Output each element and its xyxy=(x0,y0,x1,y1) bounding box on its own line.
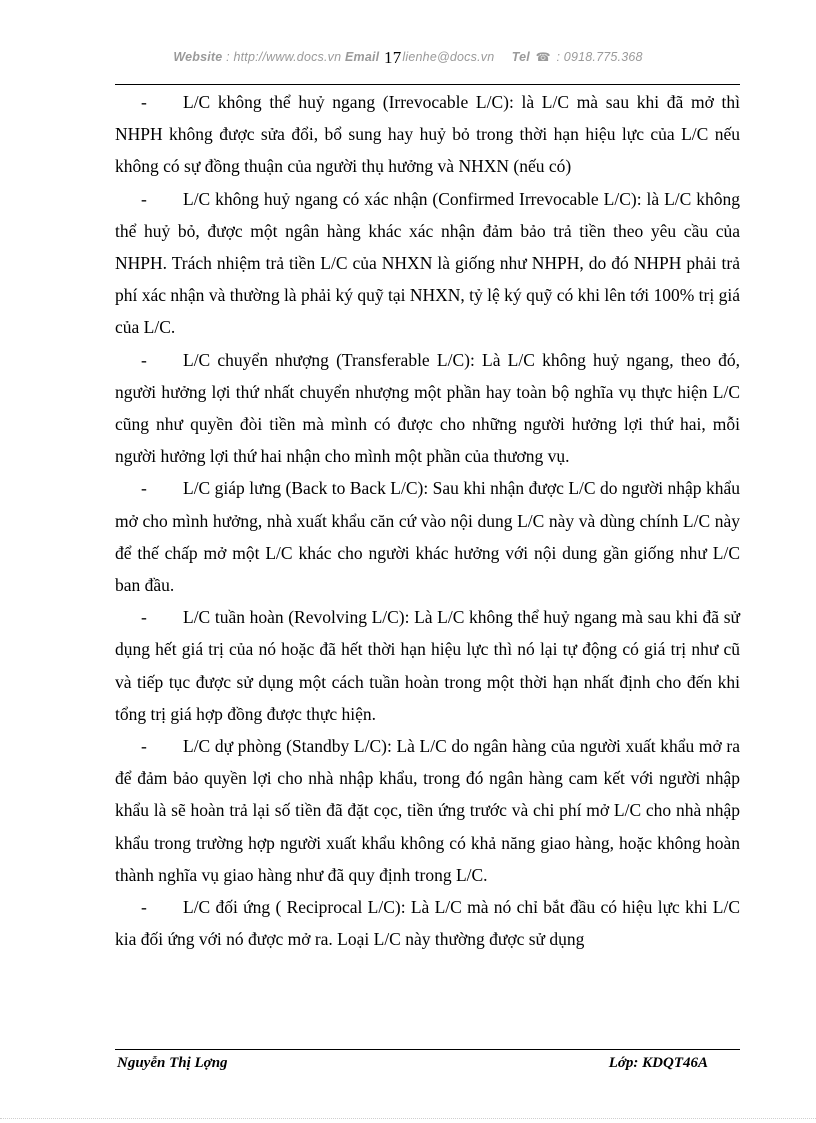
bullet-dash: - xyxy=(141,188,147,209)
footer-rule xyxy=(115,1049,740,1050)
paragraph-text: L/C tuần hoàn (Revolving L/C): Là L/C không thể huỷ ngang mà sau khi đã sử dụng hết giá trị của nó hoặc đã hết thời hạn hiệu lực thì nó lại tự động có giá trị như cũ và tiếp tục được sử dụng một cách tuần hoàn trong một thời hạn nhất định cho đến khi tổng trị giá hợp đồng được thực hiện. xyxy=(115,607,740,724)
tel-label: Tel xyxy=(511,50,530,64)
page-bottom-divider xyxy=(0,1118,816,1119)
page-number: 17 xyxy=(384,48,402,67)
author-name: Nguyễn Thị Lợng xyxy=(117,1055,228,1071)
paragraph xyxy=(115,601,740,730)
website-label: Website xyxy=(173,50,223,64)
paragraph xyxy=(115,183,740,344)
header-rule xyxy=(115,84,740,85)
email-label: Email xyxy=(344,50,380,64)
bullet-dash: - xyxy=(141,897,147,918)
paragraph-text: L/C không huỷ ngang có xác nhận (Confirmed Irrevocable L/C): là L/C không thể huỷ bỏ, được một ngân hàng khác xác nhận đảm bảo trả tiền theo yêu cầu của NHPH. Trách nhiệm trả tiền L/C của NHXN là giống như NHPH, do đó NHPH phải trả phí xác nhận và thường là phải ký quỹ tại NHXN, tỷ lệ ký quỹ có khi lên tới 100% trị giá của L/C. xyxy=(115,188,740,338)
bullet-dash: - xyxy=(141,478,147,499)
paragraph-text: L/C đối ứng ( Reciprocal L/C): Là L/C mà nó chỉ bắt đầu có hiệu lực khi L/C kia đối ứng với nó được mở ra. Loại L/C này thường được sử dụng xyxy=(115,897,740,950)
bullet-dash: - xyxy=(141,349,147,370)
phone-icon: ☎ xyxy=(535,50,551,64)
website-separator: : xyxy=(222,50,234,64)
paragraph-text: L/C dự phòng (Standby L/C): Là L/C do ngân hàng của người xuất khẩu mở ra để đảm bảo quyền lợi cho nhà nhập khẩu, trong đó ngân hàng cam kết với người nhập khẩu là sẽ hoàn trả lại số tiền đã đặt cọc, tiền ứng trước và chi phí mở L/C cho nhà nhập khẩu trong trường hợp người xuất khẩu không có khả năng giao hàng, hoặc không hoàn thành nghĩa vụ giao hàng như đã quy định trong L/C. xyxy=(115,736,740,885)
paragraph xyxy=(115,472,740,601)
tel-value: : 0918.775.368 xyxy=(552,50,643,64)
email-value[interactable]: lienhe@docs.vn xyxy=(402,50,495,64)
paragraph xyxy=(115,344,740,473)
paragraph-text: L/C không thể huỷ ngang (Irrevocable L/C): là L/C mà sau khi đã mở thì NHPH không được sửa đổi, bổ sung hay huỷ bỏ trong thời hạn hiệu lực của L/C nếu không có sự đồng thuận của người thụ hưởng và NHXN (nếu có) xyxy=(115,92,740,177)
website-url[interactable]: http://www.docs.vn xyxy=(233,50,342,64)
bullet-dash: - xyxy=(141,607,147,628)
paragraph xyxy=(115,730,740,891)
bullet-dash: - xyxy=(141,736,147,757)
page-footer xyxy=(115,1052,740,1076)
paragraph xyxy=(115,891,740,955)
bullet-dash: - xyxy=(141,92,147,112)
paragraph xyxy=(115,86,740,183)
page-header xyxy=(0,46,816,66)
document-body xyxy=(115,86,740,955)
class-label: Lớp: KDQT46A xyxy=(608,1055,708,1071)
paragraph-text: L/C giáp lưng (Back to Back L/C): Sau khi nhận được L/C do người nhập khẩu mở cho mình hưởng, nhà xuất khẩu căn cứ vào nội dung L/C này và dùng chính L/C này để thế chấp mở một L/C khác cho người khác hưởng với nội dung gần giống như L/C ban đầu. xyxy=(115,478,740,596)
paragraph-text: L/C chuyển nhượng (Transferable L/C): Là L/C không huỷ ngang, theo đó, người hưởng lợi thứ nhất chuyển nhượng một phần hay toàn bộ nghĩa vụ thực hiện L/C cũng như quyền đòi tiền mà mình có được cho những người hưởng lợi thứ hai, mỗi người hưởng lợi thứ hai nhận cho mình một phần của thương vụ. xyxy=(115,349,740,467)
